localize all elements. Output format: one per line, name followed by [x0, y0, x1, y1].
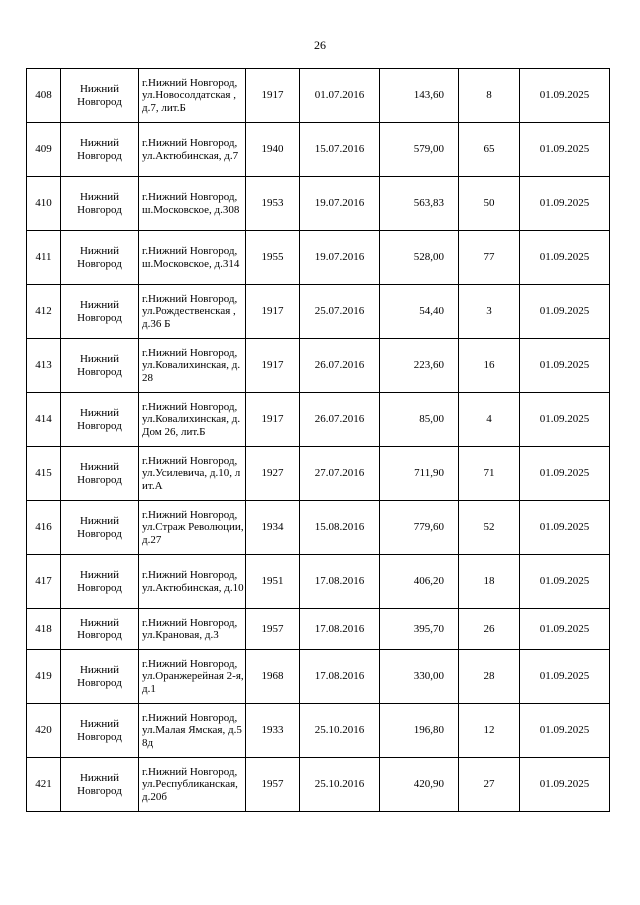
row-number-cell: 413 — [27, 339, 61, 393]
housing-registry-table — [26, 68, 610, 812]
deadline-cell: 01.09.2025 — [520, 285, 610, 339]
build-year-cell: 1955 — [246, 231, 300, 285]
table-row — [27, 339, 610, 393]
city-cell: Нижний Новгород — [61, 650, 139, 704]
count-cell: 8 — [459, 69, 520, 123]
table-row — [27, 704, 610, 758]
build-year-cell: 1953 — [246, 177, 300, 231]
deadline-cell: 01.09.2025 — [520, 555, 610, 609]
row-number-cell: 419 — [27, 650, 61, 704]
deadline-cell: 01.09.2025 — [520, 177, 610, 231]
address-cell: г.Нижний Новгород, ул.Актюбинская, д.10 — [139, 555, 246, 609]
count-cell: 65 — [459, 123, 520, 177]
count-cell: 26 — [459, 609, 520, 650]
table-row — [27, 285, 610, 339]
deadline-cell: 01.09.2025 — [520, 339, 610, 393]
address-cell: г.Нижний Новгород, ул.Рождественская , д.36 Б — [139, 285, 246, 339]
address-cell: г.Нижний Новгород, ул.Усилевича, д.10, лит.А — [139, 447, 246, 501]
area-cell: 223,60 — [380, 339, 459, 393]
city-cell: Нижний Новгород — [61, 704, 139, 758]
table-row — [27, 123, 610, 177]
build-year-cell: 1917 — [246, 339, 300, 393]
build-year-cell: 1917 — [246, 393, 300, 447]
table-row — [27, 609, 610, 650]
row-number-cell: 409 — [27, 123, 61, 177]
area-cell: 85,00 — [380, 393, 459, 447]
city-cell: Нижний Новгород — [61, 69, 139, 123]
table-body — [27, 69, 610, 812]
address-cell: г.Нижний Новгород, ул.Актюбинская, д.7 — [139, 123, 246, 177]
table-row — [27, 501, 610, 555]
build-year-cell: 1968 — [246, 650, 300, 704]
row-number-cell: 411 — [27, 231, 61, 285]
row-number-cell: 417 — [27, 555, 61, 609]
area-cell: 143,60 — [380, 69, 459, 123]
row-number-cell: 416 — [27, 501, 61, 555]
table-row — [27, 69, 610, 123]
date-cell: 17.08.2016 — [300, 650, 380, 704]
deadline-cell: 01.09.2025 — [520, 609, 610, 650]
count-cell: 52 — [459, 501, 520, 555]
build-year-cell: 1933 — [246, 704, 300, 758]
city-cell: Нижний Новгород — [61, 231, 139, 285]
row-number-cell: 412 — [27, 285, 61, 339]
deadline-cell: 01.09.2025 — [520, 69, 610, 123]
build-year-cell: 1917 — [246, 285, 300, 339]
build-year-cell: 1917 — [246, 69, 300, 123]
city-cell: Нижний Новгород — [61, 555, 139, 609]
date-cell: 19.07.2016 — [300, 231, 380, 285]
city-cell: Нижний Новгород — [61, 447, 139, 501]
deadline-cell: 01.09.2025 — [520, 704, 610, 758]
date-cell: 19.07.2016 — [300, 177, 380, 231]
row-number-cell: 414 — [27, 393, 61, 447]
deadline-cell: 01.09.2025 — [520, 650, 610, 704]
table-row — [27, 231, 610, 285]
area-cell: 54,40 — [380, 285, 459, 339]
address-cell: г.Нижний Новгород, ш.Московское, д.308 — [139, 177, 246, 231]
area-cell: 395,70 — [380, 609, 459, 650]
table-row — [27, 177, 610, 231]
address-cell: г.Нижний Новгород, ул.Новосолдатская , д.7, лит.Б — [139, 69, 246, 123]
city-cell: Нижний Новгород — [61, 123, 139, 177]
date-cell: 17.08.2016 — [300, 555, 380, 609]
date-cell: 26.07.2016 — [300, 393, 380, 447]
deadline-cell: 01.09.2025 — [520, 758, 610, 812]
area-cell: 196,80 — [380, 704, 459, 758]
address-cell: г.Нижний Новгород, ул.Крановая, д.3 — [139, 609, 246, 650]
count-cell: 28 — [459, 650, 520, 704]
area-cell: 406,20 — [380, 555, 459, 609]
deadline-cell: 01.09.2025 — [520, 231, 610, 285]
count-cell: 12 — [459, 704, 520, 758]
date-cell: 17.08.2016 — [300, 609, 380, 650]
area-cell: 528,00 — [380, 231, 459, 285]
count-cell: 16 — [459, 339, 520, 393]
address-cell: г.Нижний Новгород, ул.Ковалихинская, д.Дом 26, лит.Б — [139, 393, 246, 447]
row-number-cell: 420 — [27, 704, 61, 758]
date-cell: 27.07.2016 — [300, 447, 380, 501]
deadline-cell: 01.09.2025 — [520, 393, 610, 447]
table-row — [27, 447, 610, 501]
deadline-cell: 01.09.2025 — [520, 501, 610, 555]
date-cell: 15.07.2016 — [300, 123, 380, 177]
area-cell: 779,60 — [380, 501, 459, 555]
address-cell: г.Нижний Новгород, ул.Оранжерейная 2-я, д.1 — [139, 650, 246, 704]
count-cell: 50 — [459, 177, 520, 231]
city-cell: Нижний Новгород — [61, 339, 139, 393]
date-cell: 15.08.2016 — [300, 501, 380, 555]
row-number-cell: 410 — [27, 177, 61, 231]
page-number: 26 — [314, 38, 326, 52]
date-cell: 25.07.2016 — [300, 285, 380, 339]
address-cell: г.Нижний Новгород, ул.Республиканская, д.20б — [139, 758, 246, 812]
area-cell: 330,00 — [380, 650, 459, 704]
area-cell: 711,90 — [380, 447, 459, 501]
address-cell: г.Нижний Новгород, ул.Страж Революции, д.27 — [139, 501, 246, 555]
address-cell: г.Нижний Новгород, ул.Ковалихинская, д.28 — [139, 339, 246, 393]
build-year-cell: 1957 — [246, 758, 300, 812]
area-cell: 420,90 — [380, 758, 459, 812]
date-cell: 26.07.2016 — [300, 339, 380, 393]
table-row — [27, 555, 610, 609]
count-cell: 71 — [459, 447, 520, 501]
row-number-cell: 415 — [27, 447, 61, 501]
count-cell: 18 — [459, 555, 520, 609]
city-cell: Нижний Новгород — [61, 501, 139, 555]
build-year-cell: 1940 — [246, 123, 300, 177]
city-cell: Нижний Новгород — [61, 285, 139, 339]
row-number-cell: 408 — [27, 69, 61, 123]
deadline-cell: 01.09.2025 — [520, 447, 610, 501]
table-row — [27, 393, 610, 447]
address-cell: г.Нижний Новгород, ш.Московское, д.314 — [139, 231, 246, 285]
build-year-cell: 1951 — [246, 555, 300, 609]
city-cell: Нижний Новгород — [61, 758, 139, 812]
area-cell: 563,83 — [380, 177, 459, 231]
date-cell: 25.10.2016 — [300, 758, 380, 812]
deadline-cell: 01.09.2025 — [520, 123, 610, 177]
date-cell: 01.07.2016 — [300, 69, 380, 123]
build-year-cell: 1927 — [246, 447, 300, 501]
table-row — [27, 650, 610, 704]
count-cell: 77 — [459, 231, 520, 285]
row-number-cell: 421 — [27, 758, 61, 812]
city-cell: Нижний Новгород — [61, 393, 139, 447]
count-cell: 3 — [459, 285, 520, 339]
row-number-cell: 418 — [27, 609, 61, 650]
count-cell: 27 — [459, 758, 520, 812]
area-cell: 579,00 — [380, 123, 459, 177]
count-cell: 4 — [459, 393, 520, 447]
address-cell: г.Нижний Новгород, ул.Малая Ямская, д.58д — [139, 704, 246, 758]
date-cell: 25.10.2016 — [300, 704, 380, 758]
city-cell: Нижний Новгород — [61, 177, 139, 231]
city-cell: Нижний Новгород — [61, 609, 139, 650]
build-year-cell: 1934 — [246, 501, 300, 555]
table-row — [27, 758, 610, 812]
build-year-cell: 1957 — [246, 609, 300, 650]
